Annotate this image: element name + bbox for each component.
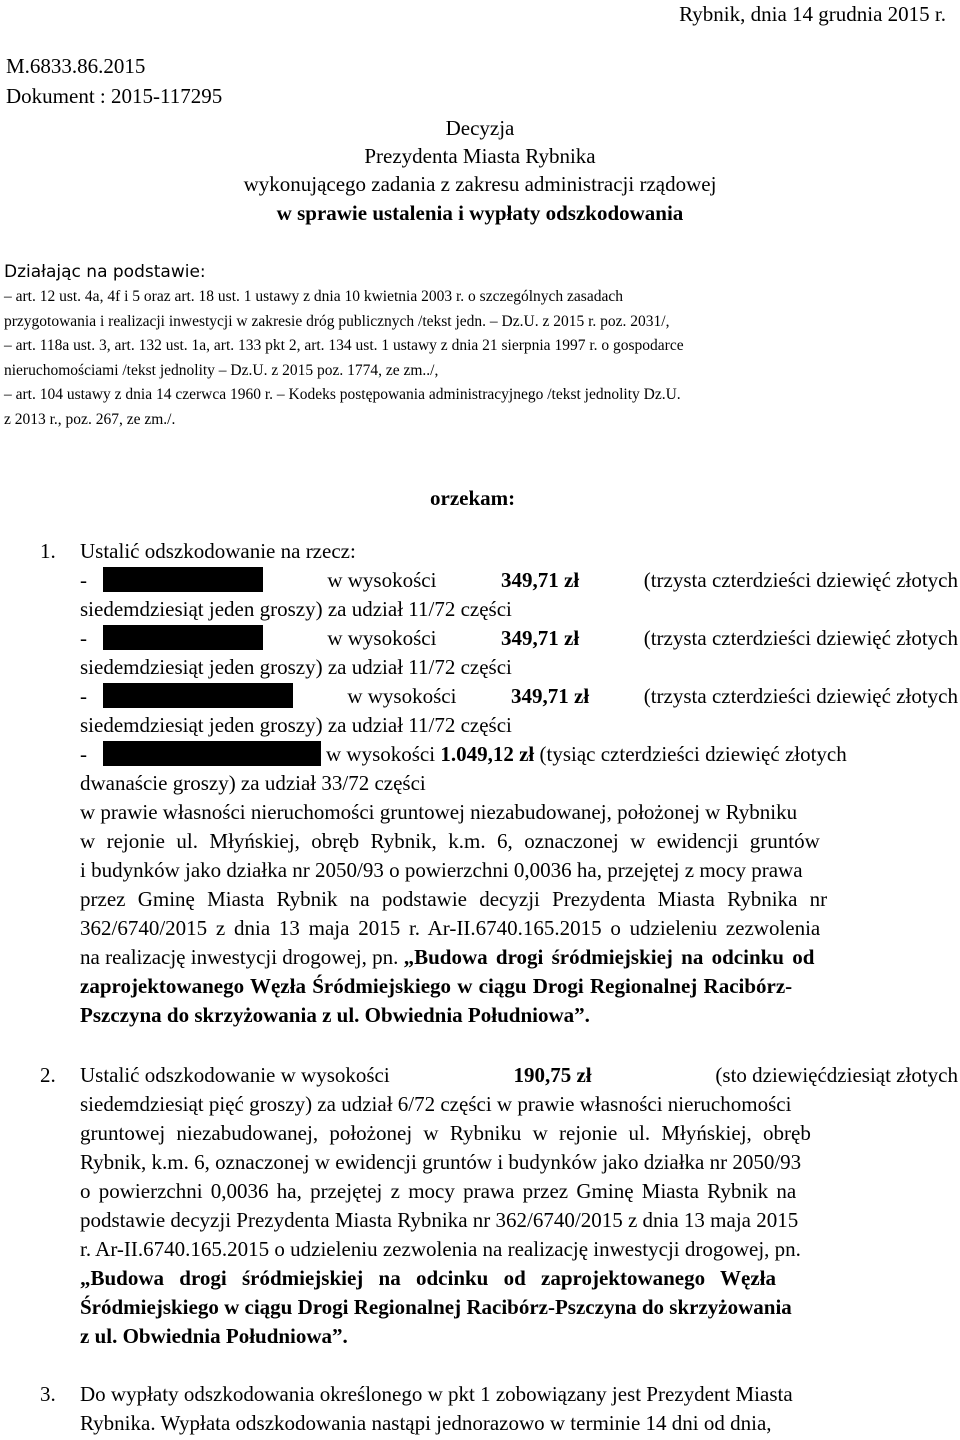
legal-basis-intro: Działając na podstawie: (4, 262, 206, 282)
legal-basis-line: – art. 104 ustawy z dnia 14 czerwca 1960 r. – Kodeks postępowania administracyjnego /tekst jednolity Dz.U. (4, 386, 681, 403)
legal-basis-line: – art. 12 ust. 4a, 4f i 5 oraz art. 18 ust. 1 ustawy z dnia 10 kwietnia 2003 r. o szczególnych zasadach (4, 288, 623, 305)
title-decision: Decyzja (445, 116, 515, 140)
redacted-name (103, 567, 263, 592)
compensation-entry: - w wysokości 349,71 zł (trzysta czterdzieści dziewięć złotych (80, 682, 958, 711)
redacted-name (103, 683, 293, 708)
amount: 349,71 zł (501, 626, 580, 650)
amount: 190,75 zł (513, 1063, 592, 1087)
title-authority: Prezydenta Miasta Rybnika (364, 144, 596, 168)
legal-basis-list (4, 285, 944, 432)
section-1: Ustalić odszkodowanie na rzecz: - w wysokości 349,71 zł (trzysta czterdzieści dziewięć złotych siedemdziesiąt jeden groszy) za udział 11/72 części - w wysokości 349,71 zł (trzysta czterdzieści dziewięć złotych siedemdziesiąt jeden groszy) za udział 11/72 części - w wysokości 349,71 zł (trzysta czterdzieści dziewięć złotych siedemdziesiąt jeden groszy) za udział 11/72 części - w wysokości 1.049,12 zł (tysiąc czterdzieści dziewięć złotych dwanaście groszy) za udział 33/72 części w prawie własności nieruchomości gruntowej niezabudowanej, położonej w Rybniku w rejonie ul. Młyńskiej, obręb Rybnik, k.m. 6, oznaczonej w ewidencji gruntów i budynków jako działka nr 2050/93 o powierzchni 0,0036 ha, przejętej z mocy prawa przez Gminę Miasta Rybnik na podstawie decyzji Prezydenta Miasta Rybnika nr 362/6740/2015 z dnia 13 maja 2015 r. Ar-II.6740.165.2015 o udzieleniu zezwolenia na realizację inwestycji drogowej, pn. „Budowa drogi śródmiejskiej na odcinku od zaprojektowanego Węzła Śródmiejskiego w ciągu Drogi Regionalnej Racibórz- Pszczyna do skrzyżowania z ul. Obwiednia Południowa”. (80, 539, 958, 1027)
document-number: Dokument : 2015-117295 (6, 84, 223, 108)
legal-basis-line: nieruchomościami /tekst jednolity – Dz.U. z 2015 poz. 1774, ze zm../, (4, 361, 439, 379)
section-1-intro: Ustalić odszkodowanie na rzecz: (80, 539, 356, 563)
reference-number: M.6833.86.2015 (6, 54, 146, 78)
document-date: Rybnik, dnia 14 grudnia 2015 r. (679, 2, 946, 26)
compensation-entry: - w wysokości 1.049,12 zł (tysiąc czterdzieści dziewięć złotych (80, 740, 958, 769)
legal-basis-line: – art. 118a ust. 3, art. 132 ust. 1a, art. 133 pkt 2, art. 134 ust. 1 ustawy z dnia 21 sierpnia 1997 r. o gospodarce (4, 337, 684, 354)
title-capacity: wykonującego zadania z zakresu administracji rządowej (243, 172, 717, 196)
title-subject: w sprawie ustalenia i wypłaty odszkodowania (276, 201, 684, 225)
amount: 349,71 zł (501, 568, 580, 592)
legal-basis-line: z 2013 r., poz. 267, ze zm./. (4, 410, 176, 428)
ruling-heading: orzekam: (430, 486, 516, 510)
section-1-number: 1. (40, 539, 56, 563)
section-2-number: 2. (40, 1063, 56, 1087)
amount: 1.049,12 zł (440, 742, 535, 766)
redacted-name (103, 741, 321, 766)
section-3: Do wypłaty odszkodowania określonego w pkt 1 zobowiązany jest Prezydent Miasta Rybnika. Wypłata odszkodowania nastąpi jednorazowo w terminie 14 dni od dnia, (80, 1382, 793, 1435)
section-2: Ustalić odszkodowanie w wysokości 190,75 zł (sto dziewięćdziesiąt złotych siedemdziesiąt pięć groszy) za udział 6/72 części w prawie własności nieruchomości gruntowej niezabudowanej, położonej w Rybniku w rejonie ul. Młyńskiej, obręb Rybnik, k.m. 6, oznaczonej w ewidencji gruntów i budynków jako działka nr 2050/93 o powierzchni 0,0036 ha, przejętej z mocy prawa przez Gminę Miasta Rybnik na podstawie decyzji Prezydenta Miasta Rybnika nr 362/6740/2015 z dnia 13 maja 2015 r. Ar-II.6740.165.2015 o udzieleniu zezwolenia na realizację inwestycji drogowej, pn. „Budowa drogi śródmiejskiej na odcinku od zaprojektowanego Węzła Śródmiejskiego w ciągu Drogi Regionalnej Racibórz-Pszczyna do skrzyżowania z ul. Obwiednia Południowa”. (80, 1063, 958, 1348)
section-3-number: 3. (40, 1382, 56, 1406)
compensation-entry: - w wysokości 349,71 zł (trzysta czterdzieści dziewięć złotych (80, 624, 958, 653)
amount: 349,71 zł (511, 684, 590, 708)
redacted-name (103, 625, 263, 650)
compensation-entry: - w wysokości 349,71 zł (trzysta czterdzieści dziewięć złotych (80, 566, 958, 595)
legal-basis-line: przygotowania i realizacji inwestycji w zakresie dróg publicznych /tekst jedn. – Dz.U. z 2015 r. poz. 2031/, (4, 312, 670, 330)
